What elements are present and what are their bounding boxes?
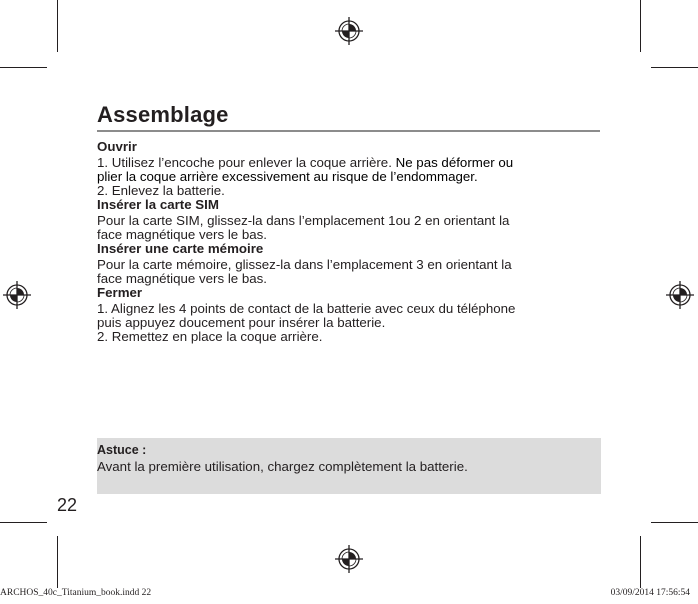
memory-text-line1: Pour la carte mémoire, glissez-la dans l’emplacement 3 en orientant la: [97, 257, 512, 272]
crop-mark-top-left-horizontal: [0, 67, 47, 68]
slug-filename: ARCHOS_40c_Titanium_book.indd 22: [0, 588, 152, 598]
title-underline: [97, 130, 600, 132]
memory-text-line2: face magnétique vers le bas.: [97, 271, 268, 286]
section-heading-sim: Insérer la carte SIM: [97, 197, 219, 212]
registration-mark-icon: [334, 16, 364, 46]
fermer-text-line1: 1. Alignez les 4 points de contact de la batterie avec ceux du téléphone: [97, 301, 516, 316]
page-content: [97, 140, 602, 344]
tip-text: Avant la première utilisation, chargez complètement la batterie.: [97, 459, 468, 474]
crop-mark-top-right-horizontal: [651, 67, 698, 68]
tip-heading: Astuce :: [97, 443, 147, 457]
page-title: Assemblage: [97, 102, 229, 127]
registration-mark-icon: [334, 544, 364, 574]
fermer-text-line2: puis appuyez doucement pour insérer la batterie.: [97, 315, 386, 330]
sim-text-line1: Pour la carte SIM, glissez-la dans l’emplacement 1ou 2 en orientant la: [97, 213, 510, 228]
fermer-text-line3: 2. Remettez en place la coque arrière.: [97, 329, 323, 344]
crop-mark-bottom-right-vertical: [640, 536, 641, 588]
page-number: 22: [57, 495, 78, 515]
crop-mark-top-left-vertical: [57, 0, 58, 52]
crop-mark-bottom-left-vertical: [57, 536, 58, 588]
section-heading-memory: Insérer une carte mémoire: [97, 241, 264, 256]
tip-box: [97, 438, 601, 494]
sim-text-line2: face magnétique vers le bas.: [97, 227, 268, 242]
ouvrir-step1-line1: [97, 156, 602, 170]
crop-mark-bottom-left-horizontal: [0, 522, 47, 523]
ouvrir-step2: 2. Enlevez la batterie.: [97, 183, 225, 198]
section-heading-fermer: Fermer: [97, 285, 143, 300]
crop-mark-bottom-right-horizontal: [651, 522, 698, 523]
crop-mark-top-right-vertical: [640, 0, 641, 52]
slug-datetime: 03/09/2014 17:56:54: [610, 588, 690, 598]
ouvrir-step1-warning-start: Ne pas déformer ou: [395, 155, 514, 170]
registration-mark-icon: [665, 280, 695, 310]
registration-mark-icon: [2, 280, 32, 310]
ouvrir-step1-warning-end: plier la coque arrière excessivement au risque de l’endommager.: [97, 169, 478, 184]
ouvrir-step1-text: 1. Utilisez l’encoche pour enlever la coque arrière.: [97, 155, 396, 170]
section-heading-ouvrir: Ouvrir: [97, 139, 137, 154]
